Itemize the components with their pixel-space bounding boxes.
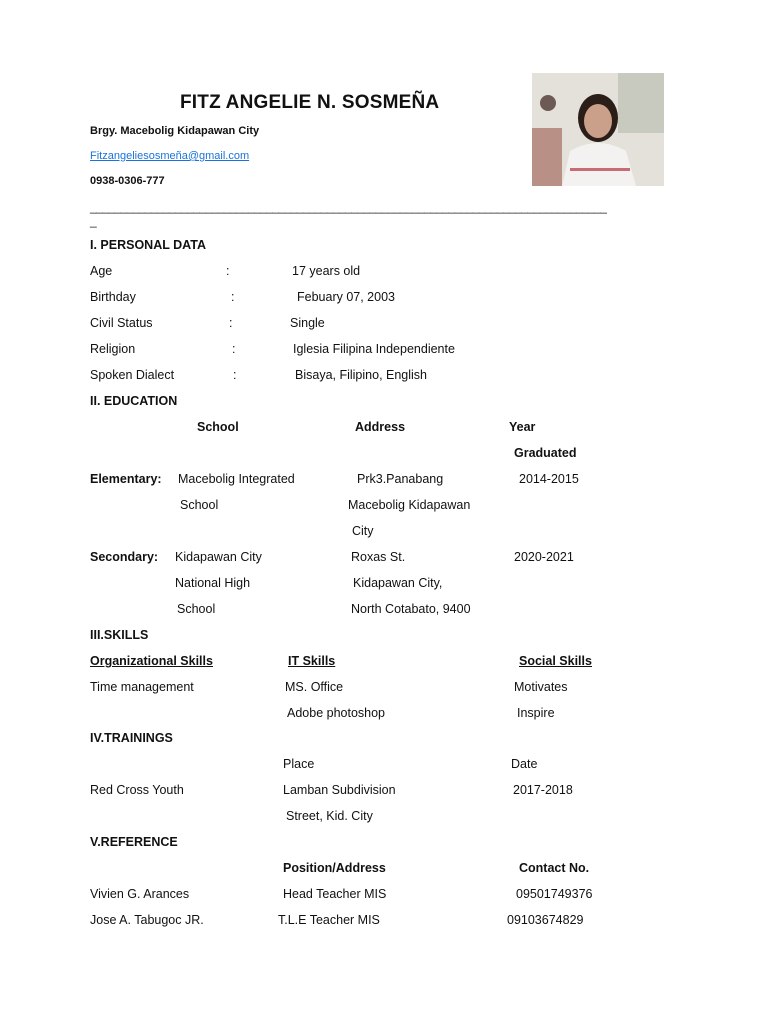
religion-label: Religion [90,342,136,356]
education-col-year: Year [509,420,536,434]
it-skill-item-2: Adobe photoshop [287,706,386,720]
education-col-school: School [197,420,239,434]
training-date: 2017-2018 [513,783,573,797]
trainings-col-date: Date [511,757,538,771]
skills-col-social: Social Skills [519,654,592,668]
horizontal-rule-tail: _ [90,214,97,228]
section-heading-personal: I. PERSONAL DATA [90,238,206,252]
section-heading-reference: V.REFERENCE [90,835,178,849]
email-link[interactable]: Fitzangeliesosmeña@gmail.com [90,150,250,162]
elementary-address-line2: Macebolig Kidapawan [348,498,471,512]
birthday-value: Febuary 07, 2003 [297,290,395,304]
elementary-school-line1: Macebolig Integrated [178,472,295,486]
age-separator: : [226,264,230,278]
age-label: Age [90,264,113,278]
section-heading-education: II. EDUCATION [90,394,178,408]
reference-col-position: Position/Address [283,861,386,875]
applicant-name: FITZ ANGELIE N. SOSMEÑA [180,92,440,113]
section-heading-skills: III.SKILLS [90,628,149,642]
training-place-line1: Lamban Subdivision [283,783,396,797]
trainings-col-place: Place [283,757,315,771]
elementary-address-line3: City [352,524,374,538]
horizontal-rule: _____________________________________________________________________________________ [90,200,607,214]
reference-name-1: Vivien G. Arances [90,887,190,901]
skills-col-it: IT Skills [288,654,336,668]
education-col-address: Address [355,420,406,434]
reference-col-contact: Contact No. [519,861,590,875]
age-value: 17 years old [292,264,361,278]
section-heading-trainings: IV.TRAININGS [90,731,173,745]
training-name: Red Cross Youth [90,783,184,797]
home-address: Brgy. Macebolig Kidapawan City [90,125,260,137]
it-skill-item-1: MS. Office [285,680,344,694]
secondary-label: Secondary: [90,550,159,564]
social-skill-item-1: Motivates [514,680,568,694]
training-place-line2: Street, Kid. City [286,809,373,823]
secondary-school-line1: Kidapawan City [175,550,262,564]
reference-position-2: T.L.E Teacher MIS [278,913,380,927]
profile-photo [532,73,664,186]
reference-position-1: Head Teacher MIS [283,887,387,901]
dialect-separator: : [233,368,237,382]
org-skill-item: Time management [90,680,194,694]
elementary-year: 2014-2015 [519,472,579,486]
elementary-address-line1: Prk3.Panabang [357,472,444,486]
birthday-label: Birthday [90,290,136,304]
social-skill-item-2: Inspire [517,706,555,720]
elementary-label: Elementary: [90,472,162,486]
civil-status-label: Civil Status [90,316,153,330]
secondary-address-line2: Kidapawan City, [353,576,443,590]
secondary-address-line1: Roxas St. [351,550,406,564]
birthday-separator: : [231,290,235,304]
reference-contact-2: 09103674829 [507,913,584,927]
reference-name-2: Jose A. Tabugoc JR. [90,913,204,927]
secondary-address-line3: North Cotabato, 9400 [351,602,471,616]
secondary-school-line3: School [177,602,216,616]
secondary-school-line2: National High [175,576,251,590]
secondary-year: 2020-2021 [514,550,574,564]
phone-number: 0938-0306-777 [90,175,165,187]
civil-status-value: Single [290,316,325,330]
elementary-school-line2: School [180,498,219,512]
reference-contact-1: 09501749376 [516,887,593,901]
dialect-value: Bisaya, Filipino, English [295,368,428,382]
education-col-graduated: Graduated [514,446,577,460]
religion-value: Iglesia Filipina Independiente [293,342,455,356]
civil-status-separator: : [229,316,233,330]
religion-separator: : [232,342,236,356]
dialect-label: Spoken Dialect [90,368,175,382]
skills-col-organizational: Organizational Skills [90,654,213,668]
